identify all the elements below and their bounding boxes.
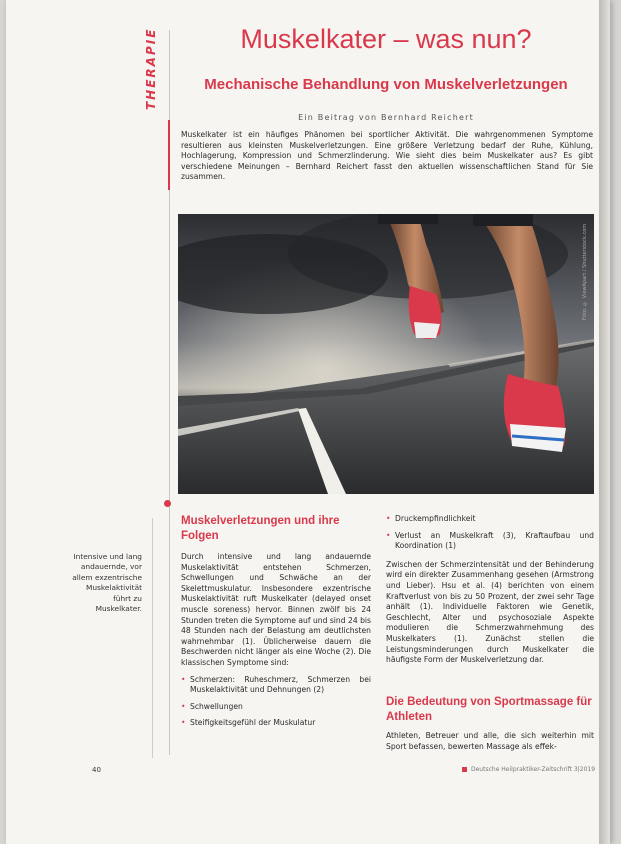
section-tag: THERAPIE — [144, 27, 158, 110]
list-item: • Steifigkeitsgefühl der Muskulatur — [181, 718, 371, 729]
side-divider — [152, 518, 153, 758]
article-subtitle: Mechanische Behandlung von Muskelverletzungen — [204, 76, 568, 93]
footer-text: Deutsche Heilpraktiker-Zeitschrift 3|2019 — [471, 766, 596, 773]
list-item: • Druckempfindlichkeit — [386, 514, 594, 525]
byline: Ein Beitrag von Bernhard Reichert — [298, 113, 474, 122]
symptom-list — [181, 675, 371, 729]
hero-photo — [178, 214, 594, 494]
list-item: • Verlust an Muskelkraft (3), Kraftaufbau und Koordination (1) — [386, 531, 594, 552]
page-footer — [462, 766, 595, 773]
list-item: • Schwellungen — [181, 702, 371, 713]
runner-on-road-image — [178, 214, 594, 494]
section-heading-massage: Die Bedeutung von Sportmassage für Athleten — [386, 696, 592, 723]
magazine-page — [6, 0, 610, 844]
intro-paragraph: Muskelkater ist ein häufiges Phänomen bei sportlicher Aktivität. Die wahrgenommenen Symptome resultieren aus kleinsten Muskelverletzungen. Eine größere Verletzung bedarf der Ruhe, Kühlung, Hochlagerung, Kompression und Schmerzlinderung. Wie sieht dies beim Muskelkater aus? Es gibt verschiedene Meinungen – Bernhard Reichert fasst den aktuellen wissenschaftlichen Stand für Sie zusammen. — [181, 130, 593, 182]
accent-dot — [164, 500, 171, 507]
section-heading-injuries: Muskelverletzungen und ihre Folgen — [181, 515, 340, 542]
right-column-paragraph-2: Athleten, Betreuer und alle, die sich weiterhin mit Sport befassen, bewerten Massage als effek- — [386, 731, 594, 751]
page-gutter-shadow — [599, 0, 610, 844]
right-column — [386, 508, 594, 666]
left-column-paragraph: Durch intensive und lang andauernde Muskelaktivität entstehen Schmerzen, Schwellungen und Schwäche an der Skelettmuskulatur. Insbesondere exzentrische Muskelaktivität ruft Muskelkater (delayed onset muscle soreness) hervor. Binnen zwölf bis 24 Stunden treten die Symptome auf und sind 24 bis 48 Stunden nach der Belastung am deutlichsten wahrnehmbar (1). Üblicherweise dauern die Beschwerden nicht länger als eine Woche (2). Die klassischen Symptome sind: — [181, 552, 371, 667]
photo-credit: Foto: © ViewApart / Shutterstock.com — [582, 223, 588, 320]
right-column-paragraph: Zwischen der Schmerzintensität und der Behinderung wird ein direkter Zusammenhang gesehen (Armstrong und Lieber). Hsu et al. (4) berichten von einem Kraftverlust von bis zu 50 Prozent, der zwei sehr Tage anhält (1). Individuelle Faktoren wie Genetik, Geschlecht, Alter und psychosoziale Aspekte modulieren die Schmerzwahrnehmung des Muskelkaters (1). Zunächst stellen die Leistungsminderungen durch Muskelkater die häufigste Form der Muskelverletzung dar. — [386, 559, 594, 665]
list-item: • Schmerzen: Ruheschmerz, Schmerzen bei Muskelaktivität und Dehnungen (2) — [181, 675, 371, 696]
article-title: Muskelkater – was nun? — [240, 24, 532, 54]
page-number: 40 — [92, 766, 101, 774]
accent-divider — [168, 120, 170, 190]
symptom-list-continued — [386, 514, 594, 552]
footer-marker — [462, 767, 467, 772]
left-column — [181, 552, 371, 729]
pull-quote: Intensive und lang andauernde, vor allem exzentrische Muskelaktivität führt zu Muskelkater. — [72, 552, 142, 614]
